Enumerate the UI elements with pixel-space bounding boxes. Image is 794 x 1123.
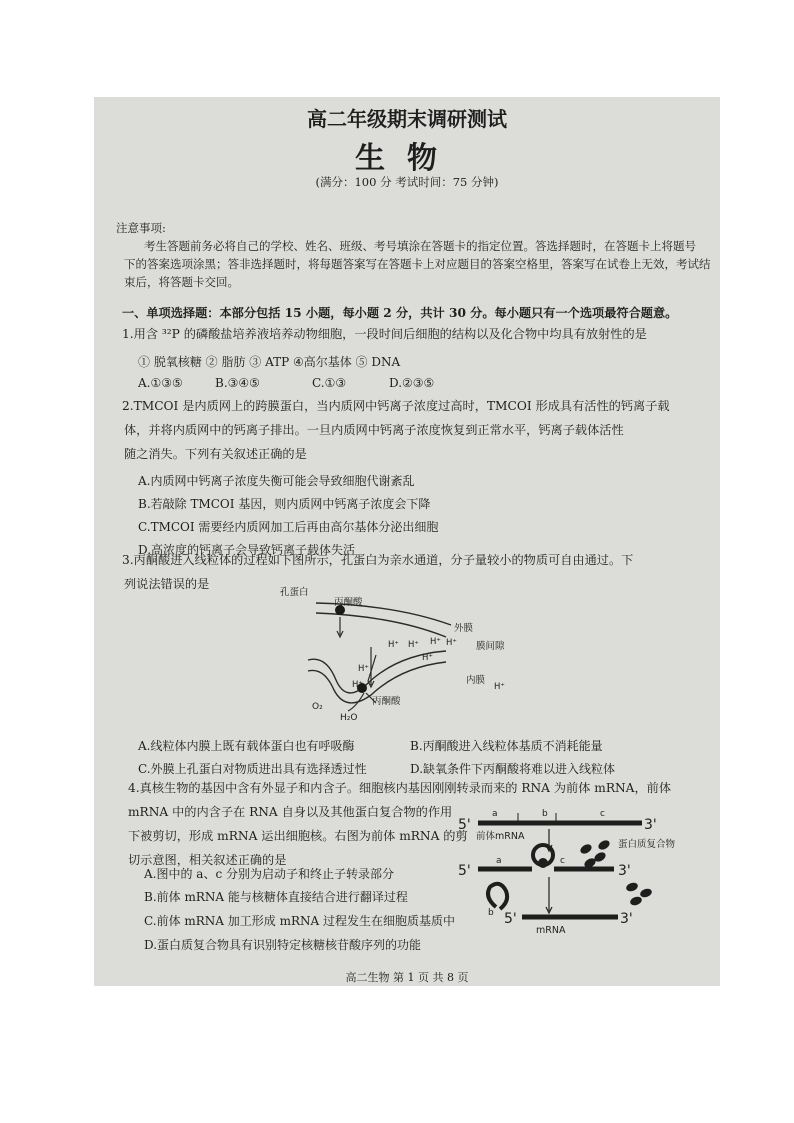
label-protein-complex: 蛋白质复合物 — [618, 839, 676, 850]
question-4-option-c: C.前体 mRNA 加工形成 mRNA 过程发生在细胞质基质中 — [144, 914, 455, 928]
label-segment-c: c — [560, 856, 565, 866]
label-segment-b: b — [488, 908, 494, 918]
label-h-ion: H⁺ — [446, 638, 457, 648]
label-5-prime: 5' — [458, 863, 471, 879]
label-h-ion: H⁺ — [388, 640, 399, 650]
label-oxygen: O₂ — [312, 702, 323, 712]
label-segment-b: b — [542, 809, 548, 819]
question-2-option-c: C.TMCOI 需要经内质网加工后再由高尔基体分泌出细胞 — [138, 520, 439, 534]
question-4-stem: 4.真核生物的基因中含有外显子和内含子。细胞核内基因刚刚转录而来的 RNA 为前体 mRNA，前体 — [128, 781, 672, 795]
protein-blob — [629, 895, 643, 907]
question-4-option-b: B.前体 mRNA 能与核糖体直接结合进行翻译过程 — [144, 890, 408, 904]
question-3-option-a: A.线粒体内膜上既有载体蛋白也有呼吸酶 — [138, 739, 355, 753]
protein-blob — [579, 843, 593, 856]
label-pyruvate-bottom: 丙酮酸 — [372, 696, 401, 707]
question-3-option-b: B.丙酮酸进入线粒体基质不消耗能量 — [410, 739, 603, 753]
question-3-option-c: C.外膜上孔蛋白对物质进出具有选择透过性 — [138, 762, 367, 776]
question-4-stem: 切示意图，相关叙述正确的是 — [128, 853, 287, 867]
question-2-stem: 2.TMCOI 是内质网上的跨膜蛋白，当内质网中钙离子浓度过高时，TMCOI 形成具有活性的钙离子载 — [122, 399, 670, 413]
notice-line: 考生答题前务必将自己的学校、姓名、班级、考号填涂在答题卡的指定位置。答选择题时，在答题卡上将题号 — [144, 239, 696, 253]
exam-info: (满分：100 分 考试时间：75 分钟) — [315, 175, 499, 189]
question-3-stem: 3.丙酮酸进入线粒体的过程如下图所示，孔蛋白为亲水通道，分子量较小的物质可自由通过。下 — [122, 553, 634, 567]
notice-heading: 注意事项: — [116, 221, 166, 235]
question-4-stem: 下被剪切，形成 mRNA 运出细胞核。右图为前体 mRNA 的剪 — [128, 829, 468, 843]
label-pyruvate: 丙酮酸 — [334, 597, 363, 608]
section-heading: 一、单项选择题：本部分包括 15 小题，每小题 2 分，共计 30 分。每小题只有一个选项最符合题意。 — [122, 306, 678, 320]
label-3-prime: 3' — [644, 817, 657, 833]
label-segment-a: a — [492, 809, 498, 819]
protein-blob — [625, 881, 639, 893]
label-h-ion: H⁺ — [352, 680, 363, 690]
label-porin: 孔蛋白 — [280, 587, 309, 598]
notice-line: 下的答案选项涂黑；答非选择题时，将每题答案写在答题卡上对应题目的答案空格里，答案写在试卷上无效，考试结 — [124, 257, 711, 271]
label-mrna: mRNA — [536, 925, 566, 936]
label-segment-c: c — [600, 809, 605, 819]
question-3-option-d: D.缺氧条件下丙酮酸将难以进入线粒体 — [410, 762, 616, 776]
label-h-ion: H⁺ — [422, 653, 433, 663]
label-water: H₂O — [340, 713, 358, 723]
question-1-option-b: B.③④⑤ — [215, 376, 260, 390]
label-outer-membrane: 外膜 — [454, 623, 474, 634]
excised-intron — [488, 884, 507, 909]
label-5-prime: 5' — [458, 817, 471, 833]
label-h-ion: H⁺ — [494, 682, 505, 692]
question-1-option-c: C.①③ — [312, 376, 347, 390]
label-pre-mrna: 前体mRNA — [476, 831, 525, 842]
mrna-splicing-diagram — [454, 805, 694, 937]
protein-blob — [639, 887, 653, 899]
question-1-option-a: A.①③⑤ — [138, 376, 183, 390]
question-2-option-d: D.高浓度的钙离子会导致钙离子载体失活 — [138, 543, 356, 557]
question-1-option-d: D.②③⑤ — [389, 376, 435, 390]
exam-title: 高二年级期末调研测试 — [307, 107, 507, 131]
question-4-stem: mRNA 中的内含子在 RNA 自身以及其他蛋白复合物的作用 — [128, 805, 453, 819]
exam-page — [94, 97, 720, 986]
protein-blob — [597, 839, 611, 852]
mitochondria-membrane-diagram — [276, 585, 516, 725]
label-inner-membrane: 内膜 — [466, 675, 486, 686]
question-2-option-a: A.内质网中钙离子浓度失衡可能会导致细胞代谢紊乱 — [138, 474, 415, 488]
question-2-stem: 体，并将内质网中的钙离子排出。一旦内质网中钙离子浓度恢复到正常水平，钙离子载体活性 — [124, 423, 624, 437]
page-footer: 高二生物 第 1 页 共 8 页 — [345, 971, 469, 984]
question-1-items: ① 脱氧核糖 ② 脂肪 ③ ATP ④高尔基体 ⑤ DNA — [138, 355, 401, 369]
question-2-option-b: B.若敲除 TMCOI 基因，则内质网中钙离子浓度会下降 — [138, 497, 431, 511]
label-h-ion: H⁺ — [358, 664, 369, 674]
label-intermembrane-space: 膜间隙 — [476, 641, 505, 652]
question-4-option-d: D.蛋白质复合物具有识别特定核糖核苷酸序列的功能 — [144, 938, 422, 952]
subject-title: 生物 — [355, 141, 459, 176]
label-h-ion: H⁺ — [430, 637, 441, 647]
question-3-stem: 列说法错误的是 — [124, 577, 210, 591]
question-1-stem: 1.用含 ³²P 的磷酸盐培养液培养动物细胞，一段时间后细胞的结构以及化合物中均具有放射性的是 — [122, 327, 647, 341]
question-4-option-a: A.图中的 a、c 分别为启动子和终止子转录部分 — [144, 867, 394, 881]
label-3-prime: 3' — [620, 911, 633, 927]
protein-blob — [538, 858, 548, 868]
label-5-prime: 5' — [504, 911, 517, 927]
label-h-ion: H⁺ — [408, 640, 419, 650]
notice-line: 束后，将答题卡交回。 — [124, 275, 239, 289]
question-2-stem: 随之消失。下列有关叙述正确的是 — [124, 447, 307, 461]
label-3-prime: 3' — [618, 863, 631, 879]
label-segment-a: a — [496, 856, 502, 866]
